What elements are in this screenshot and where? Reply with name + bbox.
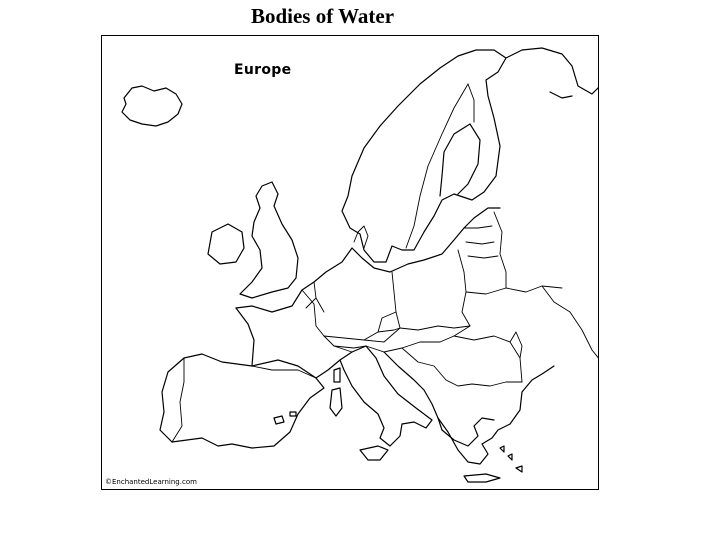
corsica-outline bbox=[334, 368, 340, 382]
balearic-islands bbox=[274, 412, 296, 424]
greece-outline bbox=[438, 418, 510, 464]
poland-east-border bbox=[458, 250, 470, 326]
germany-poland-border bbox=[392, 272, 400, 328]
aegean-islands bbox=[500, 446, 522, 472]
black-sea-west-coast bbox=[510, 366, 554, 424]
ukraine-east-border bbox=[542, 286, 599, 360]
romania-border bbox=[454, 336, 522, 382]
baltic-states-borders bbox=[464, 226, 498, 258]
iberia-outline bbox=[160, 354, 324, 448]
norway-sweden-border bbox=[406, 84, 468, 248]
map-credit: ©EnchantedLearning.com bbox=[105, 478, 197, 486]
sardinia-outline bbox=[330, 388, 342, 416]
france-coast bbox=[236, 308, 254, 366]
czech-austria-border bbox=[364, 312, 400, 340]
italy-outline bbox=[340, 346, 432, 446]
crete-outline bbox=[464, 474, 500, 482]
sicily-outline bbox=[360, 446, 388, 460]
gulf-of-bothnia bbox=[440, 124, 480, 196]
great-britain-outline bbox=[240, 182, 298, 298]
sweden-finland-border bbox=[468, 84, 474, 122]
germany-south-border bbox=[324, 328, 400, 342]
hungary-border bbox=[384, 326, 470, 352]
slide-title: Bodies of Water bbox=[250, 4, 395, 28]
scandinavia-coast bbox=[342, 50, 506, 262]
kola-coast bbox=[506, 48, 599, 94]
balkan-interior-border bbox=[402, 348, 522, 386]
map-drawing bbox=[102, 36, 599, 490]
spain-portugal-border bbox=[172, 358, 184, 442]
white-sea-coast bbox=[550, 92, 572, 98]
ireland-outline bbox=[208, 224, 244, 264]
map-label: Europe bbox=[234, 62, 292, 78]
europe-outline-map bbox=[101, 35, 599, 490]
iceland-outline bbox=[122, 86, 182, 126]
france-germany-border bbox=[302, 290, 352, 352]
benelux-borders bbox=[306, 282, 324, 312]
central-europe-border bbox=[400, 326, 470, 330]
russia-west-border bbox=[494, 212, 506, 288]
